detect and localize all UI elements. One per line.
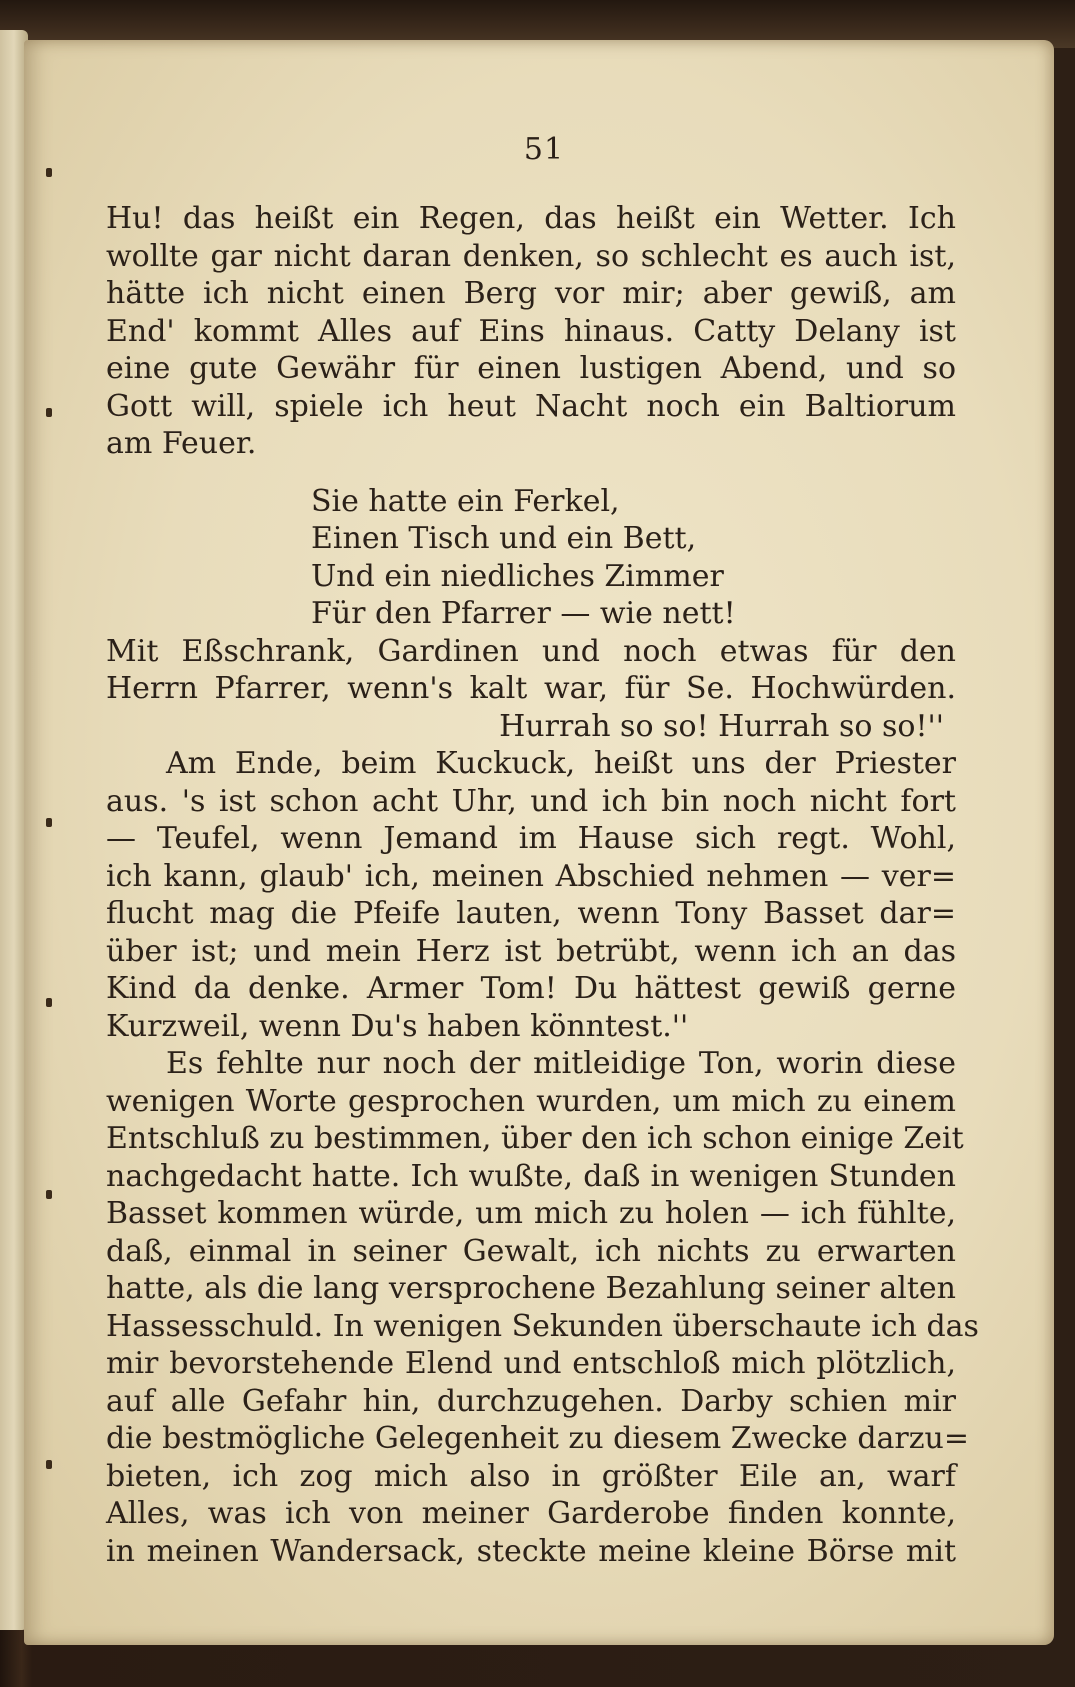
text-line: mir bevorstehende Elend und entschloß mich plötzlich, [106,1346,956,1381]
text-line: hätte ich nicht einen Berg vor mir; aber gewiß, am [106,276,956,311]
text-line: nachgedacht hatte. Ich wußte, daß in wenigen Stunden [106,1158,956,1194]
text-line: Gott will, spiele ich heut Nacht noch ein Baltiorum [106,388,956,424]
verse-continuation-line: Mit Eßschrank, Gardinen und noch etwas für den [106,633,956,669]
verse-line: Einen Tisch und ein Bett, [311,521,697,556]
text-line: daß, einmal in seiner Gewalt, ich nichts zu erwarten [106,1233,956,1269]
stitch-mark [46,1190,52,1199]
text-line: wenigen Worte gesprochen wurden, um mich zu einem [106,1083,956,1119]
book-page [24,40,1054,1645]
stitch-mark [46,998,52,1007]
text-line: flucht mag die Pfeife lauten, wenn Tony Basset dar= [106,896,956,931]
binding-stitches [46,40,58,1645]
text-line: am Feuer. [106,426,257,461]
stitch-mark [46,818,52,827]
paragraph-1 [106,200,956,463]
text-line: — Teufel, wenn Jemand im Hause sich regt. Wohl, [106,821,956,856]
verse-line: Für den Pfarrer — wie nett! [311,596,736,631]
paragraph-2 [106,745,956,1045]
verse-line: Sie hatte ein Ferkel, [311,483,620,519]
page-body [106,200,979,1570]
page-number: 51 [523,132,565,167]
text-line: Es fehlte nur noch der mitleidige Ton, worin diese [166,1046,956,1081]
text-line: bieten, ich zog mich also in größter Eile an, warf [106,1458,956,1494]
text-line: Alles, was ich von meiner Garderobe finden konnte, [106,1496,956,1531]
text-line: Hu! das heißt ein Regen, das heißt ein Wetter. Ich [106,201,956,236]
stitch-mark [46,408,52,417]
text-line: Hassesschuld. In wenigen Sekunden überschaute ich das [106,1308,979,1344]
verse-continuation-line: Herrn Pfarrer, wenn's kalt war, für Se. Hochwürden. [106,671,956,706]
text-line: in meinen Wandersack, steckte meine kleine Börse mit [106,1533,956,1569]
verse-line: Und ein niedliches Zimmer [311,558,724,594]
text-line: Am Ende, beim Kuckuck, heißt uns der Priester [166,746,956,781]
text-line: Kurzweil, wenn Du's haben könntest.'' [106,1008,689,1044]
text-line: aus. 's ist schon acht Uhr, und ich bin noch nicht fort [106,783,956,819]
stitch-mark [46,1460,52,1469]
text-line: die bestmögliche Gelegenheit zu diesem Zwecke darzu= [106,1421,970,1456]
text-line: eine gute Gewähr für einen lustigen Abend, und so [106,351,956,386]
text-line: Entschluß zu bestimmen, über den ich schon einige Zeit [106,1121,964,1156]
verse-refrain: Hurrah so so! Hurrah so so!'' [499,708,944,744]
text-line: ich kann, glaub' ich, meinen Abschied nehmen — ver= [106,858,956,894]
text-line: hatte, als die lang versprochene Bezahlung seiner alten [106,1271,956,1306]
text-line: End' kommt Alles auf Eins hinaus. Catty Delany ist [106,313,956,349]
text-line: auf alle Gefahr hin, durchzugehen. Darby schien mir [106,1383,956,1419]
text-line: wollte gar nicht daran denken, so schlecht es auch ist, [106,238,956,274]
text-line: Kind da denke. Armer Tom! Du hättest gewiß gerne [106,971,956,1006]
text-line: Basset kommen würde, um mich zu holen — ich fühlte, [106,1196,956,1231]
song-verse [106,483,956,746]
stitch-mark [46,168,52,177]
text-line: über ist; und mein Herz ist betrübt, wenn ich an das [106,933,956,969]
paragraph-3 [106,1045,979,1570]
